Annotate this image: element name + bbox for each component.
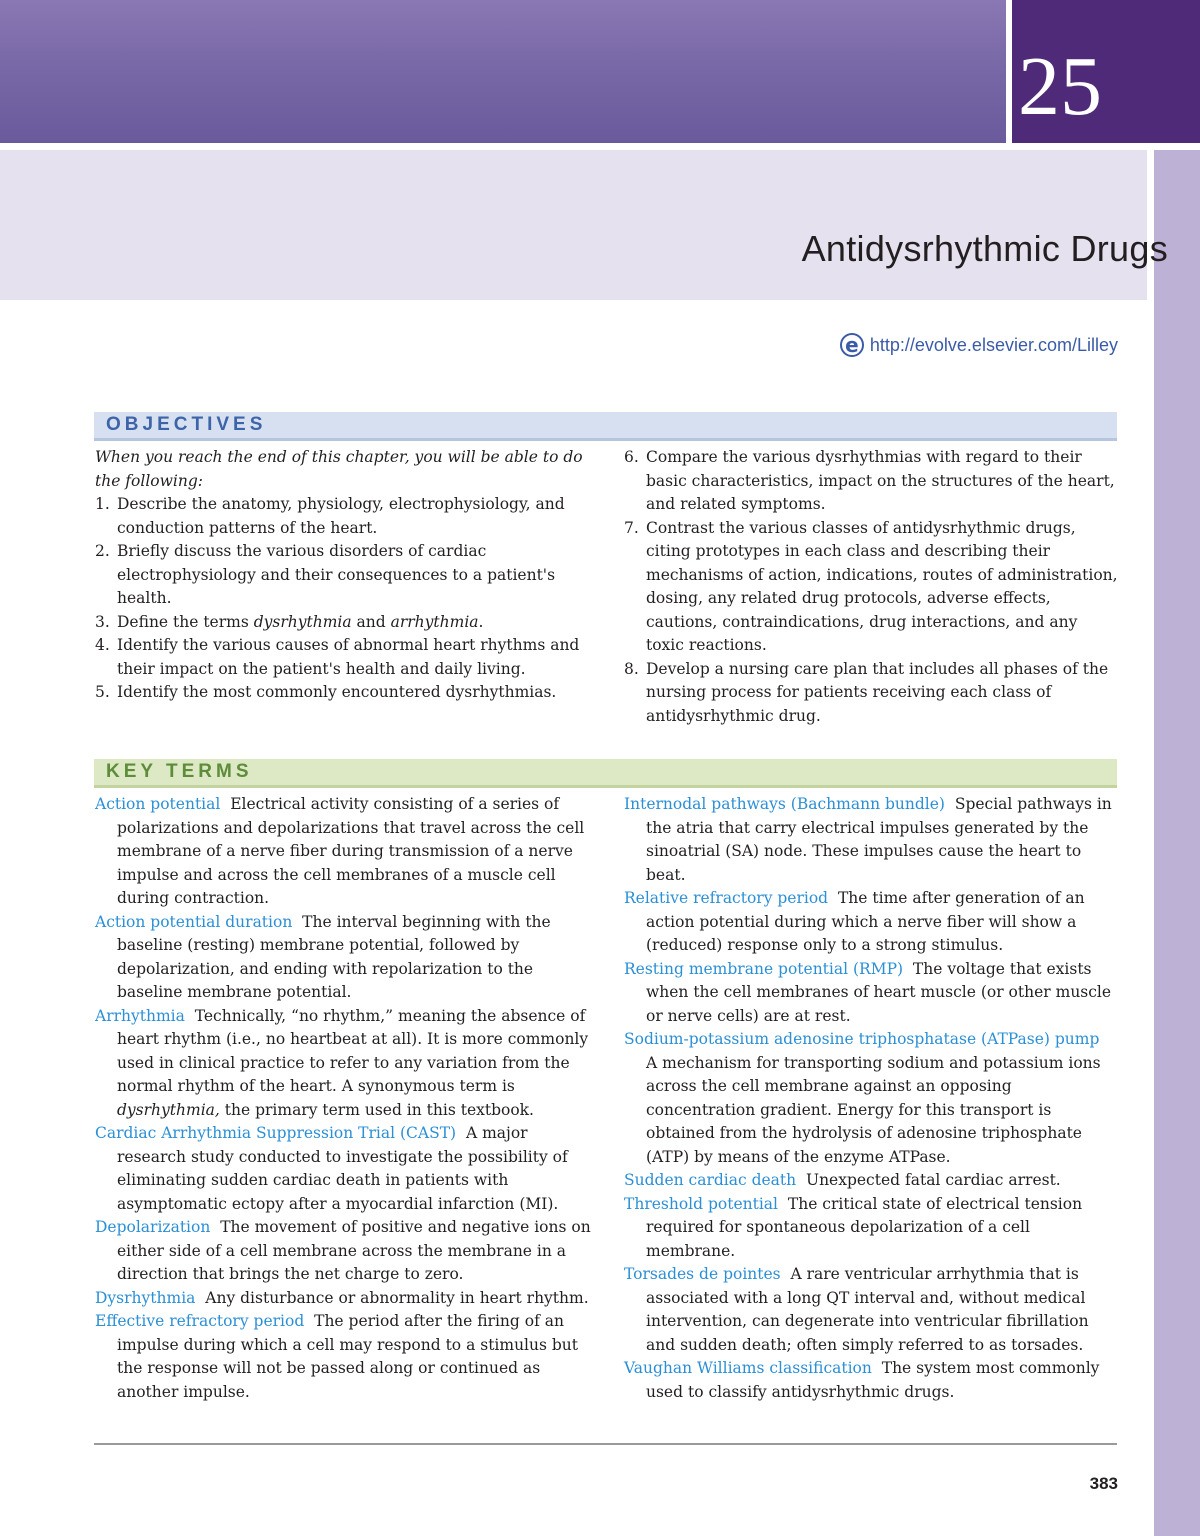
key-term-entry (624, 793, 1119, 887)
evolve-link[interactable] (840, 333, 1118, 357)
key-term-entry (95, 1122, 595, 1216)
key-term-entry (95, 793, 595, 911)
chapter-title: Antidysrhythmic Drugs (801, 228, 1168, 269)
objective-text: Describe the anatomy, physiology, electrophysiology, and conduction patterns of the heart. (117, 495, 565, 537)
key-term-entry (95, 1005, 595, 1123)
chapter-number: 25 (1018, 40, 1102, 133)
objective-number: 3. (95, 612, 110, 631)
key-term[interactable]: Vaughan Williams classification (624, 1359, 872, 1377)
objective-text-mid: and (351, 612, 391, 631)
objectives-heading: OBJECTIVES (94, 412, 1117, 441)
key-term[interactable]: Cardiac Arrhythmia Suppression Trial (CAST) (95, 1124, 457, 1142)
key-term-definition: The critical state of electrical tension required for spontaneous depolarization of a cell membrane. (646, 1194, 1083, 1260)
key-term[interactable]: Action potential (95, 795, 221, 813)
key-term-definition: A mechanism for transporting sodium and potassium ions across the cell membrane against an opposing concentration gradient. Energy for this transport is obtained from the hydrolysis of adenosine triphosphate (ATP) by means of the enzyme ATPase. (646, 1053, 1101, 1166)
key-term-definition: Electrical activity consisting of a series of polarizations and depolarizations that travel across the cell membrane of a nerve fiber during transmission of a nerve impulse and across the cell membranes of a muscle cell during contraction. (117, 795, 585, 907)
objective-item (95, 611, 595, 635)
objective-number: 6. (624, 448, 639, 466)
key-term-entry (95, 1310, 595, 1404)
key-term[interactable]: Sudden cardiac death (624, 1171, 797, 1189)
objective-text: Identify the various causes of abnormal heart rhythms and their impact on the patient's health and daily living. (117, 636, 580, 678)
objective-item (95, 681, 595, 705)
key-term[interactable]: Action potential duration (95, 912, 293, 931)
footer-rule (94, 1443, 1117, 1445)
chapter-number-box (1012, 0, 1200, 143)
objective-term-arrhythmia: arrhythmia (390, 612, 479, 631)
objective-item (624, 446, 1119, 517)
header-bar (0, 0, 1006, 143)
key-term-entry (624, 1357, 1119, 1404)
key-terms-heading: KEY TERMS (94, 759, 1117, 788)
key-term-definition: Unexpected fatal cardiac arrest. (806, 1171, 1061, 1189)
objective-text: Compare the various dysrhythmias with regard to their basic characteristics, impact on the structures of the heart, and related symptoms. (646, 448, 1115, 513)
key-term[interactable]: Effective refractory period (95, 1312, 305, 1330)
objectives-left-column (95, 446, 595, 705)
key-term-definition: Technically, “no rhythm,” meaning the absence of heart rhythm (i.e., no heartbeat at all). It is more commonly used in clinical practice to refer to any variation from the normal rhythm of the heart. A synonymous term is (117, 1006, 589, 1095)
page-number: 383 (1089, 1474, 1118, 1493)
objective-text-pre: Define the terms (117, 612, 254, 631)
objective-text: Identify the most commonly encountered dysrhythmias. (117, 683, 557, 701)
objective-item (95, 493, 595, 540)
objective-item (624, 517, 1119, 658)
key-term-definition: The movement of positive and negative ions on either side of a cell membrane across the membrane in a direction that brings the net charge to zero. (117, 1218, 591, 1283)
key-term-definition: The voltage that exists when the cell membranes of heart muscle (or other muscle or nerve cells) are at rest. (646, 959, 1112, 1025)
key-term-entry (624, 1263, 1119, 1357)
key-term-definition: The interval beginning with the baseline (resting) membrane potential, followed by depolarization, and ending with repolarization to the baseline membrane potential. (117, 912, 551, 1001)
key-term-entry (95, 1287, 595, 1311)
key-term-definition-emphasis: dysrhythmia, (117, 1100, 220, 1119)
title-band (0, 150, 1147, 300)
key-terms-right-column (624, 793, 1119, 1404)
key-terms-left-column (95, 793, 595, 1404)
key-term[interactable]: Depolarization (95, 1218, 211, 1236)
key-term[interactable]: Dysrhythmia (95, 1288, 196, 1307)
objective-text: Contrast the various classes of antidysrhythmic drugs, citing prototypes in each class and describing their mechanisms of action, indications, routes of administration, dosing, any related drug protocols, adverse effects, cautions, contraindications, drug interactions, and any toxic reactions. (646, 518, 1118, 654)
key-term-entry (95, 911, 595, 1005)
key-term[interactable]: Torsades de pointes (624, 1265, 781, 1283)
key-term-definition-end: the primary term used in this textbook. (224, 1100, 534, 1119)
objective-item (95, 634, 595, 681)
key-term[interactable]: Arrhythmia (95, 1006, 185, 1025)
key-term-entry (624, 887, 1119, 958)
objective-text: Briefly discuss the various disorders of cardiac electrophysiology and their consequences to a patient's health. (117, 542, 556, 607)
objective-number: 8. (624, 659, 639, 678)
key-term-definition: Special pathways in the atria that carry electrical impulses generated by the sinoatrial (SA) node. These impulses cause the heart to beat. (646, 795, 1112, 884)
objective-term-dysrhythmia: dysrhythmia (253, 612, 352, 631)
key-term[interactable]: Internodal pathways (Bachmann bundle) (624, 795, 945, 813)
key-term[interactable]: Resting membrane potential (RMP) (624, 959, 904, 978)
key-term-definition: The time after generation of an action potential during which a nerve fiber will show a (reduced) response only to a strong stimulus. (646, 889, 1085, 954)
key-term-entry (624, 1193, 1119, 1264)
key-term[interactable]: Sodium-potassium adenosine triphosphatase (ATPase) pump (624, 1030, 1100, 1048)
objective-number: 1. (95, 495, 110, 513)
key-term-entry (95, 1216, 595, 1287)
objective-number: 4. (95, 636, 110, 654)
key-term[interactable]: Threshold potential (624, 1194, 779, 1213)
key-term-definition: Any disturbance or abnormality in heart rhythm. (205, 1288, 589, 1307)
key-term-definition: A major research study conducted to investigate the possibility of eliminating sudden cardiac death in patients with asymptomatic ectopy after a myocardial infarction (MI). (117, 1124, 568, 1213)
evolve-url[interactable]: http://evolve.elsevier.com/Lilley (869, 334, 1118, 355)
objective-text-post: . (478, 612, 484, 631)
objective-text: Develop a nursing care plan that includes all phases of the nursing process for patients receiving each class of antidysrhythmic drug. (646, 659, 1109, 725)
evolve-e-icon: e (840, 333, 864, 357)
key-term-entry (624, 1028, 1119, 1169)
key-term-definition: The period after the firing of an impulse during which a cell may respond to a stimulus but the response will not be passed along or continued as another impulse. (117, 1312, 579, 1401)
objective-number: 2. (95, 542, 110, 560)
objective-item (624, 658, 1119, 729)
key-term-entry (624, 958, 1119, 1029)
objectives-intro: When you reach the end of this chapter, you will be able to do the following: (95, 448, 583, 490)
key-term[interactable]: Relative refractory period (624, 889, 829, 907)
key-term-definition: A rare ventricular arrhythmia that is associated with a long QT interval and, without medical intervention, can degenerate into ventricular fibrillation and sudden death; often simply referred to as torsades. (646, 1265, 1089, 1354)
objective-number: 7. (624, 518, 639, 537)
key-term-entry (624, 1169, 1119, 1193)
side-strip (1154, 150, 1200, 1536)
key-term-definition: The system most commonly used to classify antidysrhythmic drugs. (646, 1359, 1100, 1401)
objective-number: 5. (95, 683, 110, 701)
objective-item (95, 540, 595, 611)
objectives-right-column (624, 446, 1119, 728)
